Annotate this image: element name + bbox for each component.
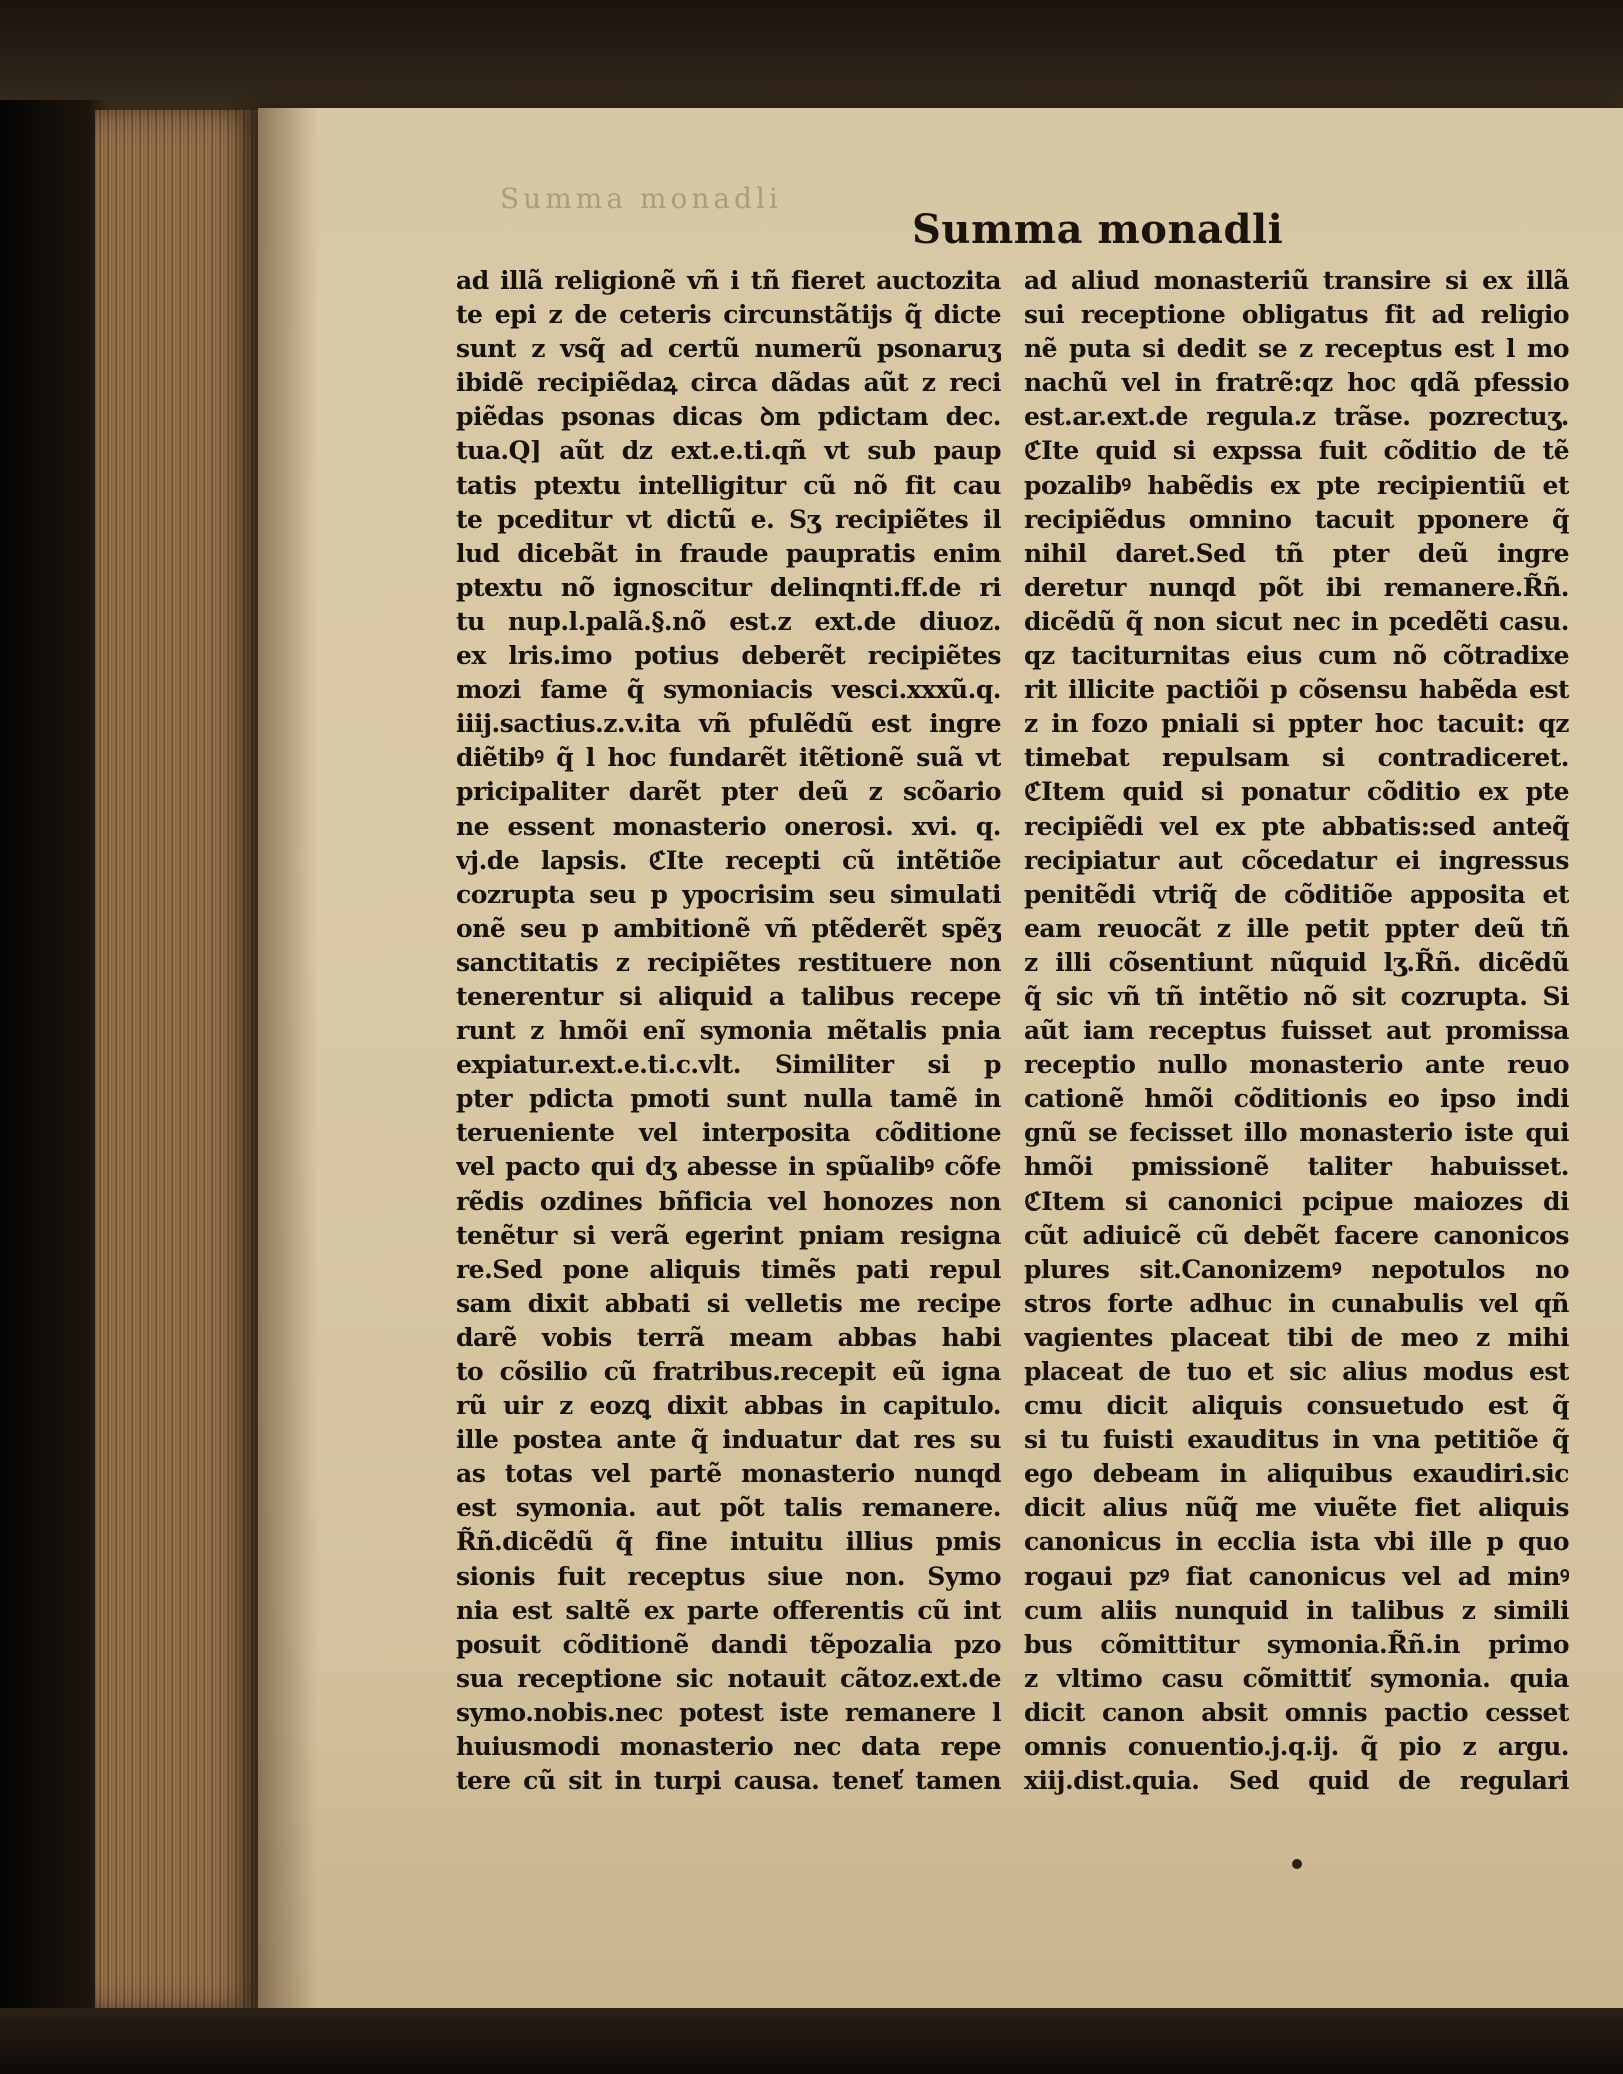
- running-head: Summa monadli: [912, 206, 1284, 253]
- text-line: rẽdis ozdines bñficia vel honozes non: [456, 1186, 1001, 1216]
- text-line: ne essent monasterio onerosi. xvi. q.: [456, 811, 1001, 841]
- text-line: omnis conuentio.j.q.ij. q̃ pio z argu.: [1024, 1732, 1569, 1762]
- text-line: lud dicebãt in fraude paupratis enim: [456, 538, 1001, 568]
- text-line: rũ uir z eozꝗ dixit abbas in capitulo.: [456, 1391, 1001, 1421]
- bleed-through-header: Summa monadli: [500, 182, 782, 215]
- text-line: cmu dicit aliquis consuetudo est q̃: [1024, 1391, 1569, 1421]
- text-line: nia est saltẽ ex parte offerentis cũ int: [456, 1595, 1001, 1625]
- text-line: symo.nobis.nec potest iste remanere l: [456, 1697, 1001, 1727]
- text-line: sunt z vsq̃ ad certũ numerũ psonaruʒ: [456, 334, 1001, 364]
- text-line: sionis fuit receptus siue non. Symo: [456, 1561, 1001, 1591]
- text-line: vel pacto qui dʒ abesse in spũalibꝰ cõfe: [456, 1152, 1001, 1182]
- page-edges: [95, 110, 265, 2010]
- gutter-shadow: [258, 108, 318, 2008]
- text-line: piẽdas psonas dicas ꝺm pdictam dec.: [456, 402, 1001, 432]
- text-line: cũt adiuicẽ cũ debẽt facere canonicos: [1024, 1220, 1569, 1250]
- text-line: pricipaliter darẽt pter deũ z scõario: [456, 777, 1001, 807]
- text-line: cationẽ hmõi cõditionis eo ipso indi: [1024, 1084, 1569, 1114]
- text-line: to cõsilio cũ fratribus.recepit eũ igna: [456, 1357, 1001, 1386]
- text-line: recipiẽdus omnino tacuit pponere q̃: [1024, 504, 1569, 534]
- text-line: si tu fuisti exauditus in vna petitiõe q̃: [1024, 1425, 1569, 1455]
- text-line: recipiatur aut cõcedatur ei ingressus: [1024, 845, 1569, 875]
- text-line: terueniente vel interposita cõditione: [456, 1118, 1001, 1148]
- text-line: onẽ seu p ambitionẽ vñ ptẽderẽt spẽʒ: [456, 913, 1001, 943]
- text-line: diẽtibꝰ q̃ l hoc fundarẽt itẽtionẽ suã vt: [456, 743, 1001, 773]
- text-line: pter pdicta pmoti sunt nulla tamẽ in: [456, 1084, 1001, 1114]
- text-line: penitẽdi vtriq̃ de cõditiõe apposita et: [1024, 879, 1569, 909]
- text-line: deretur nunqd põt ibi remanere.R̃ñ.: [1024, 572, 1569, 602]
- text-line: ℭIte quid si expssa fuit cõditio de tẽ: [1024, 436, 1569, 466]
- left-text-column: [456, 264, 1001, 1798]
- text-line: dicit alius nũq̃ me viuẽte fiet aliquis: [1024, 1493, 1569, 1523]
- text-line: rogaui pzꝰ fiat canonicus vel ad minꝰ: [1024, 1561, 1569, 1591]
- text-line: est.ar.ext.de regula.z trãse. pozrectuʒ.: [1024, 402, 1569, 432]
- ink-speck: [1292, 1859, 1302, 1869]
- text-line: ad aliud monasteriũ transire si ex illã: [1024, 266, 1569, 295]
- text-line: eam reuocãt z ille petit ppter deũ tñ: [1024, 913, 1569, 943]
- text-line: rit illicite pactiõi p cõsensu habẽda est: [1024, 675, 1569, 705]
- text-line: nachũ vel in fratrẽ:qz hoc qdã pfessio: [1024, 368, 1569, 398]
- text-line: nihil daret.Sed tñ pter deũ ingre: [1024, 538, 1569, 568]
- text-line: z illi cõsentiunt nũquid lʒ.R̃ñ. dicẽdũ: [1024, 947, 1569, 977]
- text-line: xiij.dist.quia. Sed quid de regulari: [1024, 1766, 1569, 1796]
- text-line: ptextu nõ ignoscitur delinqnti.ff.de ri: [456, 572, 1001, 602]
- text-line: te pceditur vt dictũ e. Sʒ recipiẽtes il: [456, 504, 1001, 534]
- text-line: expiatur.ext.e.ti.c.vlt. Similiter si p: [456, 1050, 1001, 1080]
- text-line: tenerentur si aliquid a talibus recepe: [456, 981, 1001, 1011]
- text-line: pozalibꝰ habẽdis ex pte recipientiũ et: [1024, 470, 1569, 500]
- text-line: ℭItem si canonici pcipue maiozes di: [1024, 1186, 1569, 1216]
- text-line: tenẽtur si verã egerint pniam resigna: [456, 1220, 1001, 1250]
- text-line: ex lris.imo potius deberẽt recipiẽtes: [456, 641, 1001, 671]
- text-line: z vltimo casu cõmittiť symonia. quia: [1024, 1663, 1569, 1693]
- text-line: plures sit.Canonizemꝰ nepotulos no: [1024, 1254, 1569, 1284]
- text-line: darẽ vobis terrã meam abbas habi: [456, 1322, 1001, 1352]
- text-line: placeat de tuo et sic alius modus est: [1024, 1357, 1569, 1386]
- text-line: bus cõmittitur symonia.R̃ñ.in primo: [1024, 1629, 1569, 1659]
- text-line: recipiẽdi vel ex pte abbatis:sed anteq̃: [1024, 811, 1569, 841]
- text-line: re.Sed pone aliquis timẽs pati repul: [456, 1254, 1001, 1284]
- dark-background-top: [0, 0, 1623, 120]
- text-line: tua.Q] aũt dz ext.e.ti.qñ vt sub paup: [456, 436, 1001, 466]
- text-line: hmõi pmissionẽ taliter habuisset.: [1024, 1152, 1569, 1182]
- text-line: ibidẽ recipiẽdaꝝ circa dãdas aũt z reci: [456, 368, 1001, 398]
- text-line: vj.de lapsis. ℭIte recepti cũ intẽtiõe: [456, 845, 1001, 875]
- text-line: aũt iam receptus fuisset aut promissa: [1024, 1016, 1569, 1046]
- text-line: stros forte adhuc in cunabulis vel qñ: [1024, 1288, 1569, 1318]
- dark-background-bottom: [0, 2008, 1623, 2074]
- text-line: ille postea ante q̃ induatur dat res su: [456, 1425, 1001, 1455]
- text-line: huiusmodi monasterio nec data repe: [456, 1732, 1001, 1762]
- text-line: runt z hmõi enĩ symonia mẽtalis pnia: [456, 1016, 1001, 1046]
- text-line: R̃ñ.dicẽdũ q̃ fine intuitu illius pmis: [456, 1527, 1001, 1557]
- text-line: te epi z de ceteris circunstãtijs q̃ dicte: [456, 300, 1001, 330]
- text-line: dicẽdũ q̃ non sicut nec in pcedẽti casu.: [1024, 606, 1569, 636]
- text-line: canonicus in ecclia ista vbi ille p quo: [1024, 1527, 1569, 1557]
- text-line: vagientes placeat tibi de meo z mihi: [1024, 1322, 1569, 1352]
- text-line: nẽ puta si dedit se z receptus est l mo: [1024, 334, 1569, 364]
- text-line: sanctitatis z recipiẽtes restituere non: [456, 947, 1001, 977]
- text-line: z in fozo pniali si ppter hoc tacuit: qz: [1024, 709, 1569, 739]
- text-line: ℭItem quid si ponatur cõditio ex pte: [1024, 777, 1569, 807]
- text-line: cozrupta seu p ypocrisim seu simulati: [456, 879, 1001, 909]
- text-line: sam dixit abbati si velletis me recipe: [456, 1288, 1001, 1318]
- right-text-column: [1024, 264, 1569, 1798]
- text-line: q̃ sic vñ tñ intẽtio nõ sit cozrupta. Si: [1024, 981, 1569, 1011]
- text-line: qz taciturnitas eius cum nõ cõtradixe: [1024, 641, 1569, 671]
- text-line: cum aliis nunquid in talibus z simili: [1024, 1595, 1569, 1625]
- text-line: timebat repulsam si contradiceret.: [1024, 743, 1569, 773]
- text-line: sui receptione obligatus fit ad religio: [1024, 300, 1569, 330]
- text-line: tu nup.l.palã.§.nõ est.z ext.de diuoz.: [456, 606, 1001, 636]
- text-line: receptio nullo monasterio ante reuo: [1024, 1050, 1569, 1080]
- text-line: est symonia. aut põt talis remanere.: [456, 1493, 1001, 1523]
- text-line: gnũ se fecisset illo monasterio iste qui: [1024, 1118, 1569, 1148]
- text-line: mozi fame q̃ symoniacis vesci.xxxũ.q.: [456, 675, 1001, 705]
- text-line: dicit canon absit omnis pactio cesset: [1024, 1697, 1569, 1727]
- text-line: tere cũ sit in turpi causa. teneť tamen: [456, 1766, 1001, 1796]
- text-line: tatis ptextu intelligitur cũ nõ fit cau: [456, 470, 1001, 500]
- text-line: sua receptione sic notauit cãtoz.ext.de: [456, 1663, 1001, 1693]
- book-cover-edge: [0, 100, 110, 2074]
- text-line: ego debeam in aliquibus exaudiri.sic: [1024, 1459, 1569, 1489]
- text-line: iiij.sactius.z.v.ita vñ pfulẽdũ est ingre: [456, 709, 1001, 739]
- text-line: as totas vel partẽ monasterio nunqd: [456, 1459, 1001, 1489]
- text-line: ad illã religionẽ vñ i tñ fieret auctozita: [456, 266, 1001, 295]
- text-line: posuit cõditionẽ dandi tẽpozalia pzo: [456, 1629, 1001, 1659]
